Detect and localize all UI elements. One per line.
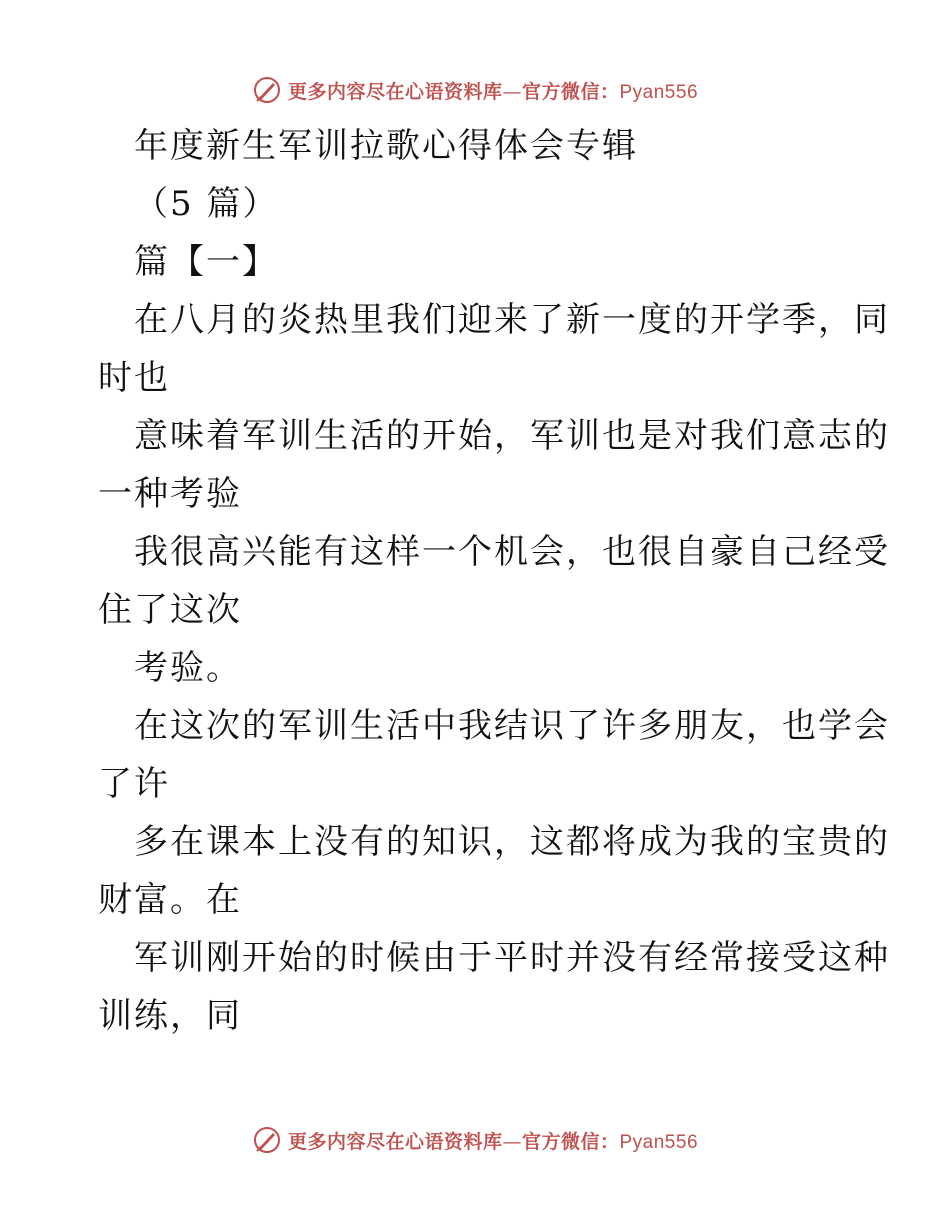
body-line: 在这次的军训生活中我结识了许多朋友，也学会 — [134, 706, 890, 746]
watermark-text: 更多内容尽在心语资料库—官方微信：Pyan556 — [287, 80, 699, 103]
document-body — [98, 117, 890, 1045]
section-heading: 篇【一】 — [134, 242, 278, 282]
quill-logo-icon — [252, 1125, 282, 1155]
body-line: 考验。 — [134, 648, 242, 688]
document-subtitle: （5 篇） — [134, 184, 279, 224]
body-line: 时也 — [98, 358, 170, 398]
body-line: 多在课本上没有的知识，这都将成为我的宝贵的 — [134, 822, 890, 862]
body-line: 一种考验 — [98, 474, 242, 514]
body-line: 我很高兴能有这样一个机会，也很自豪自己经受 — [134, 532, 890, 572]
body-line: 了许 — [98, 764, 170, 804]
body-line: 军训刚开始的时候由于平时并没有经常接受这种 — [134, 938, 890, 978]
body-line: 训练，同 — [98, 996, 242, 1036]
document-title: 年度新生军训拉歌心得体会专辑 — [134, 126, 638, 166]
body-line: 意味着军训生活的开始，军训也是对我们意志的 — [134, 416, 890, 456]
footer-watermark — [0, 1120, 950, 1160]
body-line: 住了这次 — [98, 590, 242, 630]
header-watermark — [0, 70, 950, 110]
quill-logo-icon — [252, 75, 282, 105]
body-line: 财富。在 — [98, 880, 242, 920]
watermark-text: 更多内容尽在心语资料库—官方微信：Pyan556 — [287, 1130, 699, 1153]
body-line: 在八月的炎热里我们迎来了新一度的开学季，同 — [134, 300, 890, 340]
